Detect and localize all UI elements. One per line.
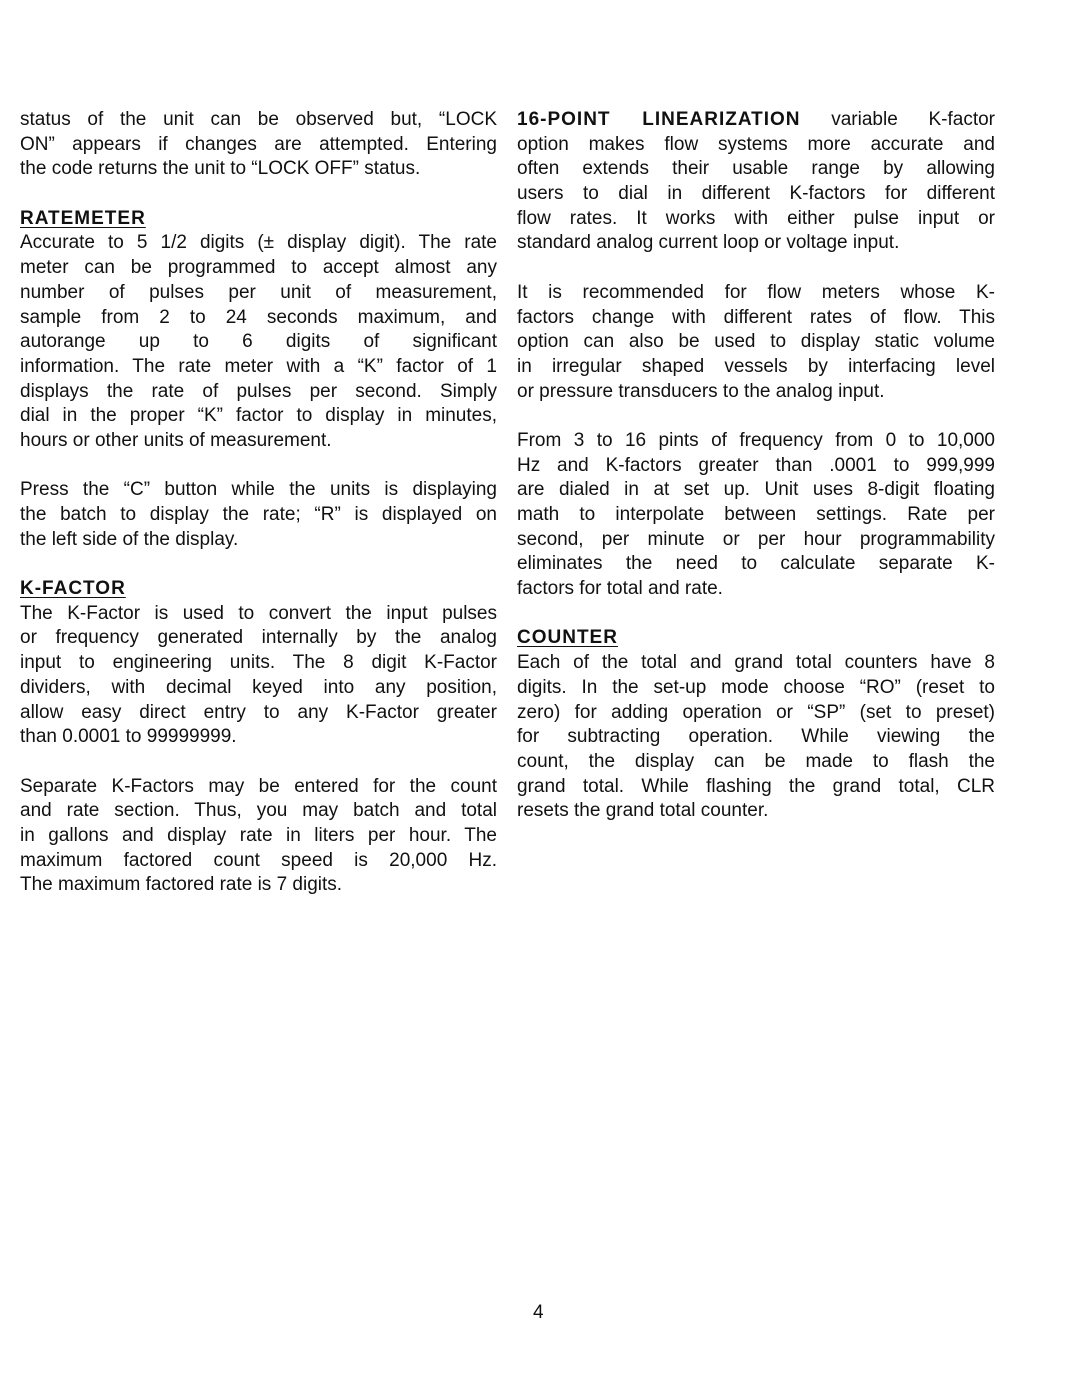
text-line: option can also be used to display static volume	[517, 331, 995, 353]
paragraph	[20, 108, 497, 182]
paragraph	[20, 602, 497, 750]
text-line: Press the “C” button while the units is displaying	[20, 479, 497, 501]
text-line: Each of the total and grand total counters have 8	[517, 652, 995, 674]
text-line: factors change with different rates of flow. This	[517, 306, 995, 328]
text-run: variable K-factor	[800, 109, 995, 130]
text-line: the left side of the display.	[20, 528, 239, 550]
text-line: resets the grand total counter.	[517, 800, 769, 822]
text-line: sample from 2 to 24 seconds maximum, and	[20, 306, 497, 328]
text-line: factors for total and rate.	[517, 578, 723, 600]
text-line: From 3 to 16 pints of frequency from 0 to 10,000	[517, 429, 995, 451]
text-line: zero) for adding operation or “SP” (set to preset)	[517, 701, 995, 723]
text-line: input to engineering units. The 8 digit K-Factor	[20, 652, 497, 674]
text-line: for subtracting operation. While viewing the	[517, 726, 995, 748]
text-line: digits. In the set-up mode choose “RO” (reset to	[517, 676, 995, 698]
left-column	[20, 108, 497, 898]
text-line: the code returns the unit to “LOCK OFF” status.	[20, 158, 421, 180]
section-heading: K-FACTOR	[20, 578, 126, 600]
text-line: number of pulses per unit of measurement,	[20, 281, 497, 303]
text-line: and rate section. Thus, you may batch and total	[20, 800, 497, 822]
text-line: dial in the proper “K” factor to display in minutes,	[20, 405, 497, 427]
text-line: maximum factored count speed is 20,000 Hz.	[20, 849, 497, 871]
text-line: second, per minute or per hour programmability	[517, 528, 995, 550]
paragraph-gap	[20, 182, 497, 207]
text-line: ON” appears if changes are attempted. Entering	[20, 133, 497, 155]
text-line: The K-Factor is used to convert the input pulses	[20, 602, 497, 624]
paragraph	[20, 478, 497, 552]
text-line: dividers, with decimal keyed into any position,	[20, 676, 497, 698]
paragraph-gap	[517, 404, 995, 429]
run-in-heading: 16-POINT LINEARIZATION	[517, 109, 801, 130]
paragraph-gap	[20, 552, 497, 577]
text-line: allow easy direct entry to any K-Factor greater	[20, 701, 497, 723]
text-line: often extends their usable range by allowing	[517, 158, 995, 180]
text-line: standard analog current loop or voltage input.	[517, 232, 900, 254]
text-line: autorange up to 6 digits of significant	[20, 331, 497, 353]
text-line: are dialed in at set up. Unit uses 8-digit floating	[517, 479, 995, 501]
section-heading: RATEMETER	[20, 207, 146, 229]
text-line: Accurate to 5 1/2 digits (± display digit). The rate	[20, 232, 497, 254]
text-line: the batch to display the rate; “R” is displayed on	[20, 504, 497, 525]
paragraph	[20, 231, 497, 453]
text-line: count, the display can be made to flash the	[517, 750, 995, 772]
text-line: in gallons and display rate in liters per hour. The	[20, 824, 497, 846]
paragraph	[517, 429, 995, 602]
text-line: or pressure transducers to the analog input.	[517, 380, 885, 402]
text-line: option makes flow systems more accurate and	[517, 133, 995, 155]
right-column	[517, 108, 995, 824]
paragraph	[20, 775, 497, 898]
paragraph-gap	[517, 256, 995, 281]
text-line: status of the unit can be observed but, “LOCK	[20, 109, 497, 130]
paragraph	[517, 281, 995, 404]
text-line: displays the rate of pulses per second. Simply	[20, 380, 497, 402]
text-line: eliminates the need to calculate separate K-	[517, 553, 995, 575]
text-line: information. The rate meter with a “K” factor of 1	[20, 355, 497, 377]
paragraph-gap	[517, 602, 995, 627]
page-number: 4	[533, 1302, 544, 1323]
text-line: math to interpolate between settings. Rate per	[517, 504, 995, 525]
text-line: meter can be programmed to accept almost any	[20, 257, 497, 279]
paragraph-gap	[20, 750, 497, 775]
paragraph	[517, 108, 995, 256]
paragraph-gap	[20, 454, 497, 479]
text-line: in irregular shaped vessels by interfacing level	[517, 355, 995, 377]
text-line: The maximum factored rate is 7 digits.	[20, 874, 343, 896]
text-line: hours or other units of measurement.	[20, 429, 332, 451]
text-line: users to dial in different K-factors for different	[517, 183, 995, 205]
text-line: Separate K-Factors may be entered for the count	[20, 775, 497, 797]
text-line: Hz and K-factors greater than .0001 to 999,999	[517, 454, 995, 476]
text-line: grand total. While flashing the grand total, CLR	[517, 775, 995, 797]
text-line: than 0.0001 to 99999999.	[20, 726, 237, 748]
text-line	[517, 108, 995, 133]
text-line: flow rates. It works with either pulse input or	[517, 207, 995, 229]
text-line: or frequency generated internally by the analog	[20, 627, 497, 649]
section-heading: COUNTER	[517, 627, 618, 649]
text-line: It is recommended for flow meters whose K-	[517, 281, 995, 303]
paragraph	[517, 651, 995, 824]
